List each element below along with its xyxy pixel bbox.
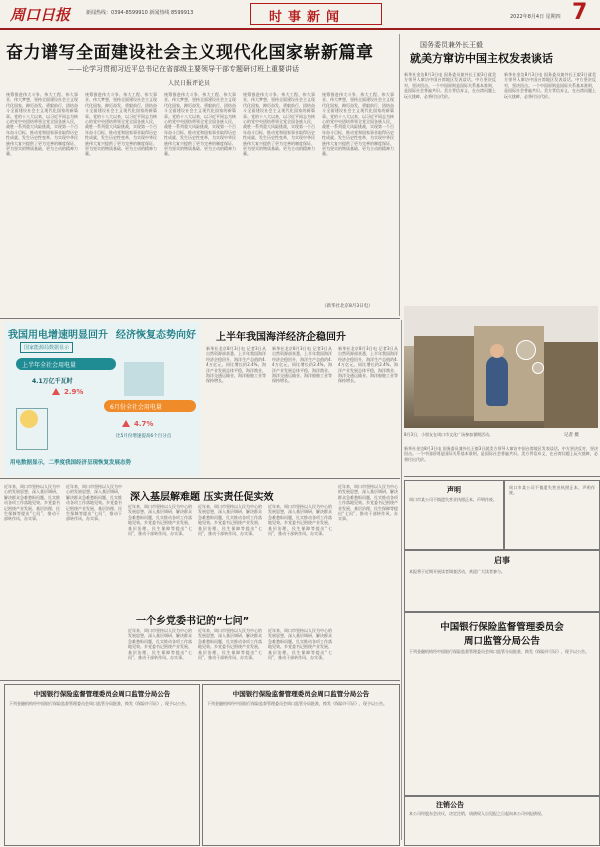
- lead-title: 奋力谱写全面建设社会主义现代化国家崭新篇章: [6, 43, 374, 63]
- section-label: 时事新闻: [269, 10, 346, 25]
- seven-col-2: 近年来，周口市坚持以人民为中心的发展思想，深入基层调研，解决群众急难愁盼问题，扎实推动各项工作落地见效。乡党委书记围绕产业发展、基层治理、民生保障等提出“七问”，推动干部转作风、办实事。: [198, 628, 262, 661]
- lead-article: [0, 34, 398, 316]
- grass-col-5: 近年来，周口市坚持以人民为中心的发展思想，深入基层调研，解决群众急难愁盼问题，扎实推动各项工作落地见效。乡党委书记围绕产业发展、基层治理、民生保障等提出“七问”，推动干部转作风、办实事。: [268, 504, 332, 537]
- bank-notice-left-body: 下列金融机构经中国银行保险监督管理委员会周口监管分局批准，换发《保险许可证》，现予以公告。: [9, 701, 189, 706]
- lead-footer: （新华社北京8月3日电）: [322, 304, 373, 309]
- panel-title-2: 经济恢复态势向好: [116, 330, 196, 341]
- grassroots-article: [4, 482, 400, 678]
- lead-bottom-rule: [0, 318, 400, 319]
- notice-rule: [0, 680, 400, 681]
- bank-notice-right-body: 下列金融机构经中国银行保险监督管理委员会周口监管分局批准，换发《保险许可证》，现予以公告。: [409, 649, 589, 654]
- lead-subtitle: ——论学习贯彻习近平总书记在省部级主要领导干部专题研讨班上重要讲话: [68, 65, 299, 73]
- photo-credit: 记者 摄: [564, 433, 579, 438]
- seven-questions-title: 一个乡党委书记的“七问”: [136, 616, 250, 627]
- lead-byline: 人民日报评论员: [168, 80, 211, 87]
- right-lower-text: 新华社金边8月3日电 国务委员兼外长王毅3日就美方领导人窜访中国台湾地区发表谈话。中方坚决反对，坚决回击。一个中国原则是国际关系基本准则，是国际社会普遍共识。美方背信弃义，在台湾问题上玩火挑衅，必将付出代价。: [404, 446, 598, 462]
- cancel-body: 本公司经股东会决议，决定注销，请债权人自见报之日起向本公司申报债权。: [409, 811, 545, 816]
- panel-sub: 国家能源局数据显示: [20, 342, 73, 353]
- lead-col-4: 统筹推进伟大斗争、伟大工程、伟大事业、伟大梦想，坚持全面建设社会主义现代化国家，踔厉奋发、勇毅前行，团结奋斗全面建设社会主义现代化国家的新篇章。党的十八大以来，以习近平同志为核心的党中央团结带领全党全国各族人民，战胜一系列重大风险挑战，实现第一个百年奋斗目标，推动党和国家事业取得历史性成就、发生历史性变革，为实现中华民族伟大复兴提供了更为完善的制度保证、更为坚实的物质基础、更为主动的精神力量。: [243, 92, 315, 157]
- grass-col-3: 近年来，周口市坚持以人民为中心的发展思想，深入基层调研，解决群众急难愁盼问题，扎实推动各项工作落地见效。乡党委书记围绕产业发展、基层治理、民生保障等提出“七问”，推动干部转作风、办实事。: [128, 504, 192, 537]
- newspaper-logo: 周口日报: [10, 6, 71, 24]
- bank-notice-mid: [202, 684, 400, 846]
- cancel-title: 注销公告: [436, 801, 464, 809]
- right-divider: [401, 320, 402, 840]
- page-number: 7: [572, 0, 588, 25]
- grass-col-2: 近年来，周口市坚持以人民为中心的发展思想，深入基层调研，解决群众急难愁盼问题，扎实推动各项工作落地见效。乡党委书记围绕产业发展、基层治理、民生保障等提出“七问”，推动干部转作风、办实事。: [66, 484, 122, 522]
- lead-col-3: 统筹推进伟大斗争、伟大工程、伟大事业、伟大梦想，坚持全面建设社会主义现代化国家，踔厉奋发、勇毅前行，团结奋斗全面建设社会主义现代化国家的新篇章。党的十八大以来，以习近平同志为核心的党中央团结带领全党全国各族人民，战胜一系列重大风险挑战，实现第一个百年奋斗目标，推动党和国家事业取得历史性成就、发生历史性变革，为实现中华民族伟大复兴提供了更为完善的制度保证、更为坚实的物质基础、更为主动的精神力量。: [164, 92, 236, 157]
- misc-notice-body: 周口市某公司不慎遗失营业执照正本，声明作废。: [509, 485, 595, 496]
- grassroots-title: 深入基层解难题 压实责任促实效: [130, 492, 274, 503]
- misc-notice: [504, 480, 600, 550]
- electricity-panel: [4, 322, 200, 476]
- shengming-title: 声明: [447, 486, 461, 494]
- factory-icon: [124, 362, 164, 396]
- panel-footer: 用电数据显示，二季度我国经济呈现恢复发展态势: [10, 460, 132, 466]
- bubble: [532, 362, 544, 374]
- grass-col-1: 近年来，周口市坚持以人民为中心的发展思想，深入基层调研，解决群众急难愁盼问题，扎实推动各项工作落地见效。乡党委书记围绕产业发展、基层治理、民生保障等提出“七问”，推动干部转作风、办实事。: [4, 484, 60, 522]
- lead-body-frame: [6, 92, 396, 314]
- stat2-label: 6月份全社会用电量: [110, 404, 162, 411]
- bank-notice-right-title-1: 中国银行保险监督管理委员会: [440, 622, 564, 633]
- bank-notice-left: [4, 684, 200, 846]
- bank-notice-left-title: 中国银行保险监督管理委员会周口监管分局公告: [33, 690, 171, 698]
- masthead-info: 新闻热线：0394-8599910 新闻热线 8599913: [86, 10, 194, 16]
- issue-date: 2022年8月4日 星期四: [510, 14, 561, 20]
- right-notice-rule: [404, 476, 600, 477]
- stat2-growth: 4.7%: [134, 420, 154, 428]
- bank-notice-right: [404, 612, 600, 796]
- seven-col-1: 近年来，周口市坚持以人民为中心的发展思想，深入基层调研，解决群众急难愁盼问题，扎实推动各项工作落地见效。乡党委书记围绕产业发展、基层治理、民生保障等提出“七问”，推动干部转作风、办实事。: [128, 628, 192, 661]
- up-arrow-icon: [52, 388, 60, 395]
- qishi-body: 本报将于近期开展读者调查活动，欢迎广大读者参与。: [409, 569, 505, 574]
- grass-col-6: 近年来，周口市坚持以人民为中心的发展思想，深入基层调研，解决群众急难愁盼问题，扎实推动各项工作落地见效。乡党委书记围绕产业发展、基层治理、民生保障等提出“七问”，推动干部转作风、办实事。: [338, 484, 398, 522]
- bank-notice-mid-body: 下列金融机构经中国银行保险监督管理委员会周口监管分局批准，换发《保险许可证》，现予以公告。: [207, 701, 387, 706]
- photo-caption: 8月3日，小朋友在周口市文化广场参加暑期活动。: [404, 432, 494, 437]
- section-label-box: [250, 3, 382, 25]
- child-figure: [486, 356, 508, 406]
- right-col-2: 新华社金边8月3日电 国务委员兼外长王毅3日就美方领导人窜访中国台湾地区发表谈话。中方坚决反对，坚决回击。一个中国原则是国际关系基本准则，是国际社会普遍共识。美方背信弃义，在台湾问题上玩火挑衅，必将付出代价。: [504, 72, 596, 99]
- masthead-rule: [0, 28, 600, 30]
- marine-col-2: 新华社北京8月3日电 记者3日从自然资源部获悉，上半年我国海洋经济企稳回升，海洋生产总值约4.4万亿元，同比增长约2.4%。海洋产业发展总体平稳，海洋渔业、海洋交通运输业、海洋船舶工业等保持增长。: [272, 346, 332, 384]
- lightbulb-icon: [20, 410, 38, 428]
- grass-col-4: 近年来，周口市坚持以人民为中心的发展思想，深入基层调研，解决群众急难愁盼问题，扎实推动各项工作落地见效。乡党委书记围绕产业发展、基层治理、民生保障等提出“七问”，推动干部转作风、办实事。: [198, 504, 262, 537]
- up-arrow-icon: [122, 420, 130, 427]
- right-title: 就美方窜访中国主权发表谈话: [410, 52, 553, 65]
- news-photo: [404, 306, 598, 428]
- bubble: [516, 340, 536, 360]
- stat1-value: 4.1万亿千瓦时: [32, 378, 73, 385]
- bank-notice-mid-title: 中国银行保险监督管理委员会周口监管分局公告: [232, 690, 370, 698]
- stat1-label: 上半年全社会用电量: [22, 362, 77, 369]
- seven-col-3: 近年来，周口市坚持以人民为中心的发展思想，深入基层调研，解决群众急难愁盼问题，扎实推动各项工作落地见效。乡党委书记围绕产业发展、基层治理、民生保障等提出“七问”，推动干部转作风、办实事。: [268, 628, 332, 661]
- right-top-article: [404, 34, 598, 474]
- right-kicker: 国务委员兼外长王毅: [420, 41, 483, 49]
- marine-col-3: 新华社北京8月3日电 记者3日从自然资源部获悉，上半年我国海洋经济企稳回升，海洋生产总值约4.4万亿元，同比增长约2.4%。海洋产业发展总体平稳，海洋渔业、海洋交通运输业、海洋船舶工业等保持增长。: [338, 346, 398, 384]
- lead-col-2: 统筹推进伟大斗争、伟大工程、伟大事业、伟大梦想，坚持全面建设社会主义现代化国家，踔厉奋发、勇毅前行，团结奋斗全面建设社会主义现代化国家的新篇章。党的十八大以来，以习近平同志为核心的党中央团结带领全党全国各族人民，战胜一系列重大风险挑战，实现第一个百年奋斗目标，推动党和国家事业取得历史性成就、发生历史性变革，为实现中华民族伟大复兴提供了更为完善的制度保证、更为坚实的物质基础、更为主动的精神力量。: [85, 92, 157, 157]
- masthead: [0, 0, 600, 28]
- lead-col-1: 统筹推进伟大斗争、伟大工程、伟大事业、伟大梦想，坚持全面建设社会主义现代化国家，踔厉奋发、勇毅前行，团结奋斗全面建设社会主义现代化国家的新篇章。党的十八大以来，以习近平同志为核心的党中央团结带领全党全国各族人民，战胜一系列重大风险挑战，实现第一个百年奋斗目标，推动党和国家事业取得历史性成就、发生历史性变革，为实现中华民族伟大复兴提供了更为完善的制度保证、更为坚实的物质基础、更为主动的精神力量。: [6, 92, 78, 157]
- stat1-growth: 2.9%: [64, 388, 84, 396]
- panel-title-1: 我国用电增速明显回升: [8, 330, 108, 341]
- marine-col-1: 新华社北京8月3日电 记者3日从自然资源部获悉，上半年我国海洋经济企稳回升，海洋生产总值约4.4万亿元，同比增长约2.4%。海洋产业发展总体平稳，海洋渔业、海洋交通运输业、海洋船舶工业等保持增长。: [206, 346, 266, 384]
- marine-title: 上半年我国海洋经济企稳回升: [216, 332, 346, 343]
- bank-notice-right-title-2: 周口监管分局公告: [463, 636, 540, 647]
- shengming-body: 周口市某公司不慎遗失营业执照正本，声明作废。: [409, 497, 497, 502]
- qishi-title: 启事: [494, 556, 510, 565]
- cancel-notice: [404, 796, 600, 846]
- marine-article: [206, 322, 400, 476]
- mid-rule: [0, 478, 400, 479]
- stat2-note: 比5月份增速提高6个百分点: [116, 434, 172, 439]
- lead-divider: [399, 34, 400, 316]
- lead-col-5: 统筹推进伟大斗争、伟大工程、伟大事业、伟大梦想，坚持全面建设社会主义现代化国家，踔厉奋发、勇毅前行，团结奋斗全面建设社会主义现代化国家的新篇章。党的十八大以来，以习近平同志为核心的党中央团结带领全党全国各族人民，战胜一系列重大风险挑战，实现第一个百年奋斗目标，推动党和国家事业取得历史性成就、发生历史性变革，为实现中华民族伟大复兴提供了更为完善的制度保证、更为坚实的物质基础、更为主动的精神力量。: [322, 92, 394, 157]
- qishi-notice: [404, 550, 600, 612]
- right-col-1: 新华社金边8月3日电 国务委员兼外长王毅3日就美方领导人窜访中国台湾地区发表谈话。中方坚决反对，坚决回击。一个中国原则是国际关系基本准则，是国际社会普遍共识。美方背信弃义，在台湾问题上玩火挑衅，必将付出代价。: [404, 72, 496, 99]
- shengming-notice: [404, 480, 504, 550]
